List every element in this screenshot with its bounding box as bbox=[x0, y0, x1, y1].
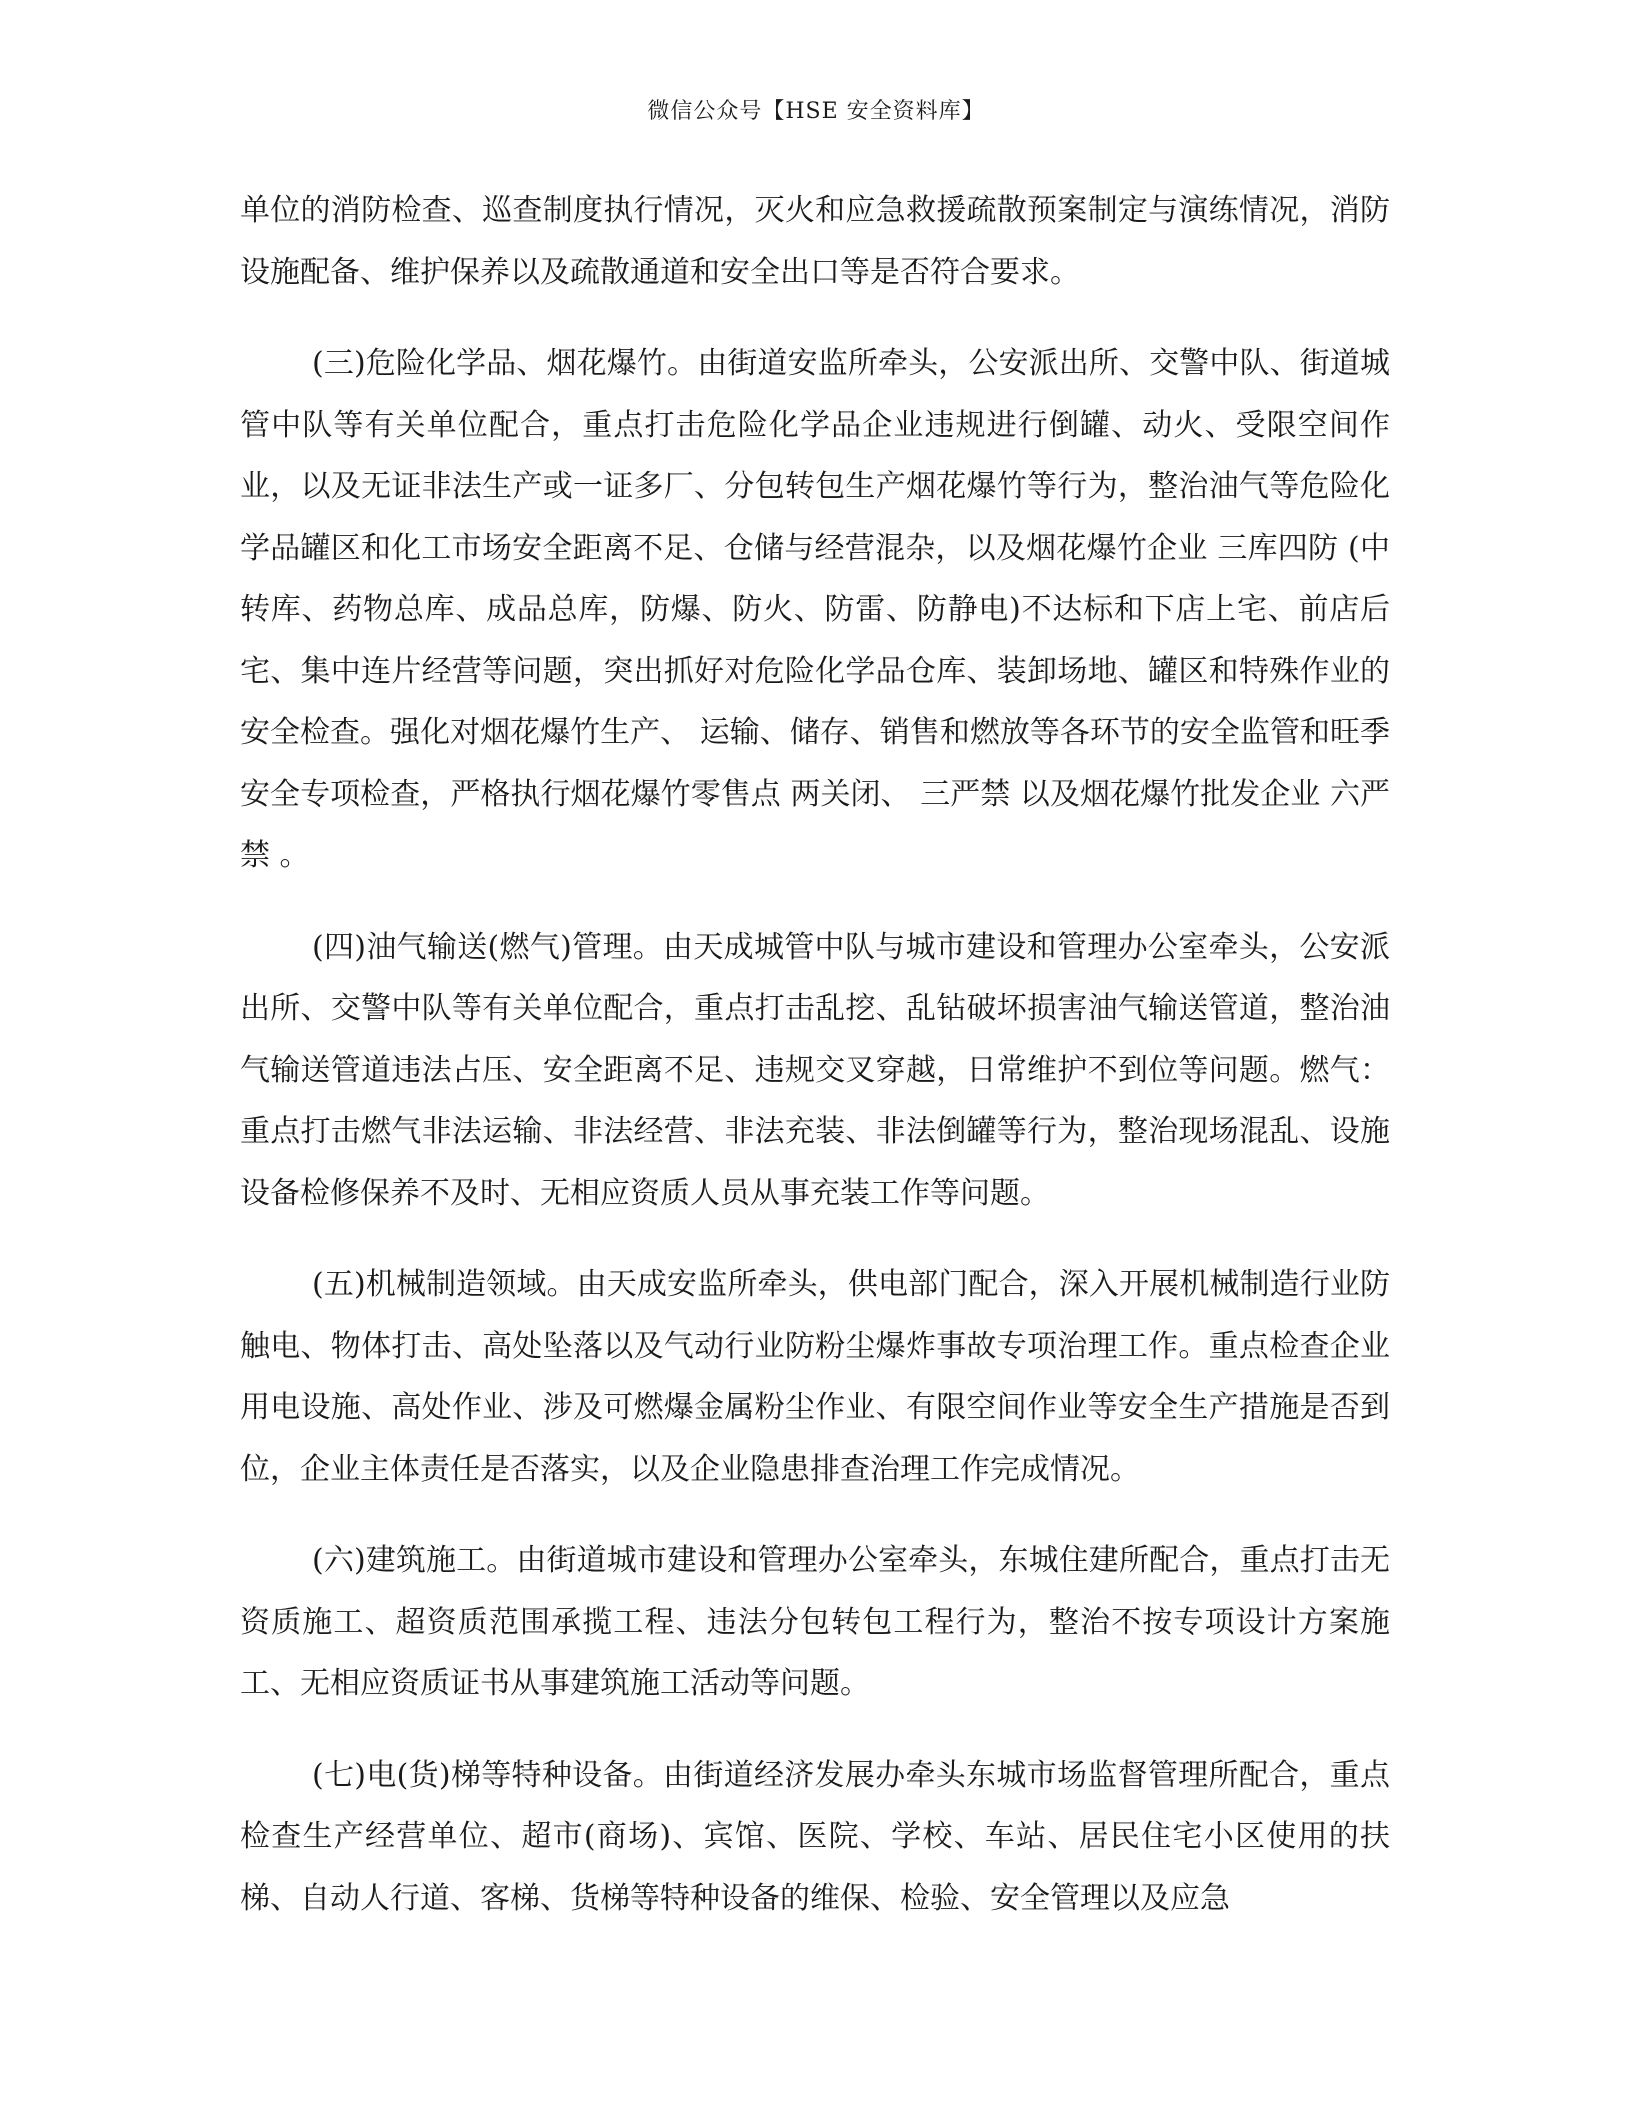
page-header: 微信公众号【HSE 安全资料库】 bbox=[647, 99, 985, 124]
paragraph-fire-safety-continued: 单位的消防检查、巡查制度执行情况，灭火和应急救援疏散预案制定与演练情况，消防设施配备、维护保养以及疏散通道和安全出口等是否符合要求。 bbox=[240, 193, 1390, 290]
paragraph-construction: (六)建筑施工。由街道城市建设和管理办公室牵头，东城住建所配合，重点打击无资质施工、超资质范围承揽工程、违法分包转包工程行为，整治不按专项设计方案施工、无相应资质证书从事建筑施工活动等问题。 bbox=[240, 1543, 1390, 1701]
document-body bbox=[240, 180, 1390, 1959]
paragraph-special-equipment: (七)电(货)梯等特种设备。由街道经济发展办牵头东城市场监督管理所配合，重点检查生产经营单位、超市(商场)、宾馆、医院、学校、车站、居民住宅小区使用的扶梯、自动人行道、客梯、货梯等特种设备的维保、检验、安全管理以及应急 bbox=[240, 1757, 1390, 1916]
paragraph-hazardous-chemicals: (三)危险化学品、烟花爆竹。由街道安监所牵头，公安派出所、交警中队、街道城管中队等有关单位配合，重点打击危险化学品企业违规进行倒罐、动火、受限空间作业，以及无证非法生产或一证多厂、分包转包生产烟花爆竹等行为，整治油气等危险化学品罐区和化工市场安全距离不足、仓储与经营混杂，以及烟花爆竹企业 三库四防 (中转库、药物总库、成品总库，防爆、防火、防雷、防静电)不达标和下店上宅、前店后宅、集中连片经营等问题，突出抓好对危险化学品仓库、装卸场地、罐区和特殊作业的安全检查。强化对烟花爆竹生产、 运输、储存、销售和燃放等各环节的安全监管和旺季安全专项检查，严格执行烟花爆竹零售点 两关闭、 三严禁 以及烟花爆竹批发企业 六严禁 。 bbox=[240, 346, 1390, 873]
paragraph-oil-gas-pipeline: (四)油气输送(燃气)管理。由天成城管中队与城市建设和管理办公室牵头，公安派出所、交警中队等有关单位配合，重点打击乱挖、乱钻破坏损害油气输送管道，整治油气输送管道违法占压、安全距离不足、违规交叉穿越，日常维护不到位等问题。燃气：重点打击燃气非法运输、非法经营、非法充装、非法倒罐等行为，整治现场混乱、设施设备检修保养不及时、无相应资质人员从事充装工作等问题。 bbox=[240, 929, 1390, 1211]
paragraph-machinery-manufacturing: (五)机械制造领域。由天成安监所牵头，供电部门配合，深入开展机械制造行业防触电、物体打击、高处坠落以及气动行业防粉尘爆炸事故专项治理工作。重点检查企业用电设施、高处作业、涉及可燃爆金属粉尘作业、有限空间作业等安全生产措施是否到位，企业主体责任是否落实，以及企业隐患排查治理工作完成情况。 bbox=[240, 1267, 1390, 1487]
